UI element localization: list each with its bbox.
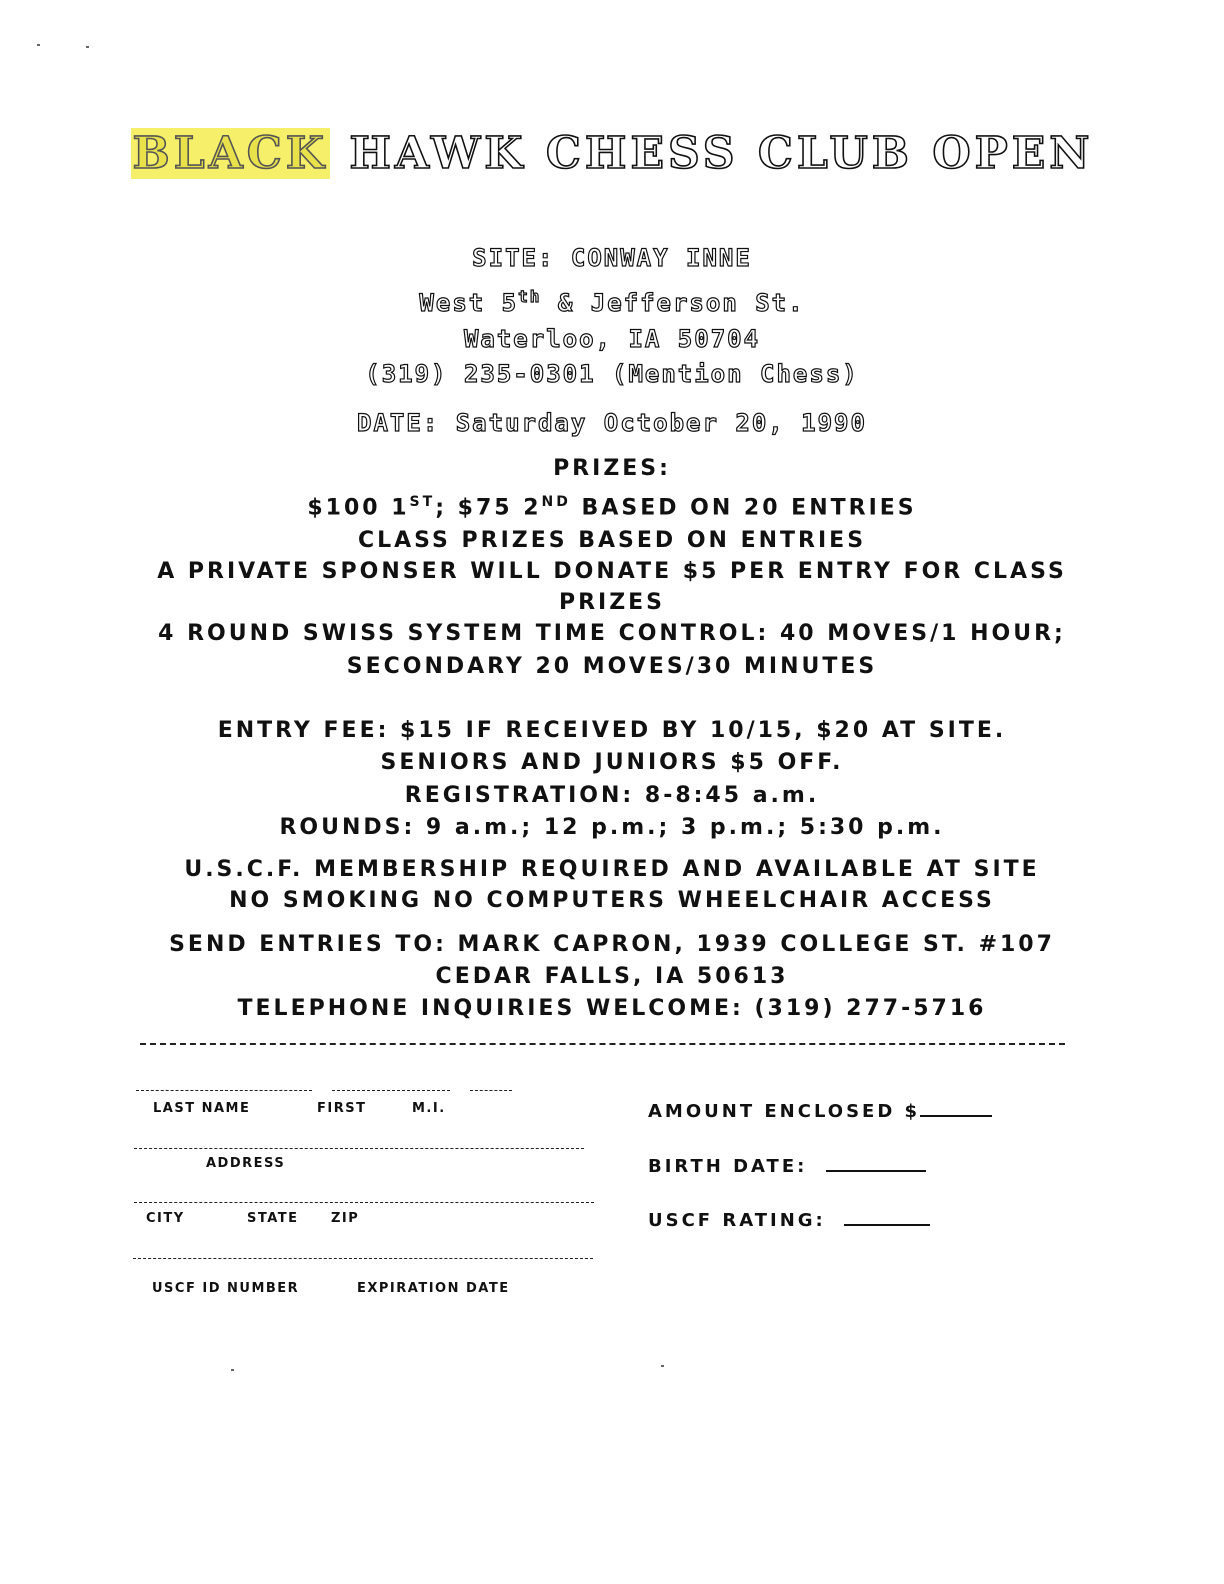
- expiration-label: EXPIRATION DATE: [357, 1281, 510, 1296]
- prize-first: $100 1: [307, 495, 410, 521]
- scan-speck: [86, 46, 89, 48]
- scan-speck: [661, 1365, 664, 1367]
- page-title: [0, 128, 1224, 179]
- address-field[interactable]: [134, 1148, 584, 1149]
- amount-label: AMOUNT ENCLOSED $: [648, 1101, 921, 1122]
- rounds-schedule: ROUNDS: 9 a.m.; 12 p.m.; 3 p.m.; 5:30 p.m.: [279, 815, 945, 840]
- street-post: & Jefferson St.: [541, 289, 805, 317]
- site-line: SITE: CONWAY INNE: [472, 244, 752, 272]
- site-city: Waterloo, IA 50704: [463, 325, 761, 353]
- first-name-label: FIRST: [317, 1101, 367, 1116]
- birth-label: BIRTH DATE:: [648, 1156, 808, 1177]
- send-entries: SEND ENTRIES TO: MARK CAPRON, 1939 COLLEGE ST. #107: [169, 932, 1055, 957]
- state-label: STATE: [247, 1211, 299, 1226]
- city-state-zip-field[interactable]: [134, 1202, 594, 1203]
- prizes-heading: PRIZES:: [553, 456, 671, 481]
- scan-speck: [231, 1369, 234, 1371]
- amount-enclosed: [648, 1101, 992, 1122]
- rules-note: NO SMOKING NO COMPUTERS WHEELCHAIR ACCESS: [229, 888, 995, 913]
- street-sup: th: [518, 287, 542, 306]
- cut-line: [140, 1043, 1065, 1045]
- entry-discount: SENIORS AND JUNIORS $5 OFF.: [380, 750, 844, 775]
- birth-field[interactable]: [826, 1170, 926, 1172]
- mi-label: M.I.: [412, 1101, 446, 1116]
- rating-label: USCF RATING:: [648, 1210, 826, 1231]
- city-label: CITY: [146, 1211, 185, 1226]
- street-pre: West 5: [419, 289, 519, 317]
- zip-label: ZIP: [331, 1211, 360, 1226]
- last-name-field[interactable]: [136, 1090, 312, 1091]
- prizes-line-5: 4 ROUND SWISS SYSTEM TIME CONTROL: 40 MOVES/1 HOUR;: [158, 621, 1066, 646]
- address-label: ADDRESS: [206, 1156, 286, 1171]
- event-date: DATE: Saturday October 20, 1990: [357, 409, 867, 437]
- prize-second-sup: ND: [541, 494, 571, 510]
- scan-speck: [37, 44, 40, 46]
- birth-date: [648, 1156, 926, 1177]
- mi-field[interactable]: [470, 1090, 512, 1091]
- registration-time: REGISTRATION: 8-8:45 a.m.: [404, 783, 820, 808]
- site-phone: (319) 235-0301 (Mention Chess): [365, 360, 859, 388]
- site-street: [0, 287, 1224, 317]
- prize-basis: BASED ON 20 ENTRIES: [570, 495, 917, 521]
- contact-phone: TELEPHONE INQUIRIES WELCOME: (319) 277-5716: [237, 996, 987, 1021]
- amount-field[interactable]: [920, 1115, 992, 1117]
- prizes-line-4: PRIZES: [558, 590, 666, 615]
- uscf-rating: [648, 1210, 930, 1231]
- rating-field[interactable]: [844, 1224, 930, 1226]
- title-highlighted-word: BLACK: [132, 128, 329, 179]
- first-name-field[interactable]: [332, 1090, 450, 1091]
- prizes-line-1: [0, 494, 1224, 520]
- prizes-line-3: A PRIVATE SPONSER WILL DONATE $5 PER ENTRY FOR CLASS: [157, 559, 1067, 584]
- entry-fee: ENTRY FEE: $15 IF RECEIVED BY 10/15, $20 AT SITE.: [217, 718, 1007, 743]
- title-rest: HAWK CHESS CLUB OPEN: [349, 128, 1094, 179]
- uscf-id-label: USCF ID NUMBER: [152, 1281, 300, 1296]
- membership-note: U.S.C.F. MEMBERSHIP REQUIRED AND AVAILABLE AT SITE: [184, 857, 1040, 882]
- prize-first-sup: ST: [409, 494, 436, 510]
- prizes-line-6: SECONDARY 20 MOVES/30 MINUTES: [346, 654, 878, 679]
- prize-second: ; $75 2: [435, 495, 542, 521]
- last-name-label: LAST NAME: [153, 1101, 251, 1116]
- contact-city: CEDAR FALLS, IA 50613: [435, 964, 789, 989]
- uscf-id-field[interactable]: [133, 1258, 593, 1259]
- prizes-line-2: CLASS PRIZES BASED ON ENTRIES: [357, 528, 867, 553]
